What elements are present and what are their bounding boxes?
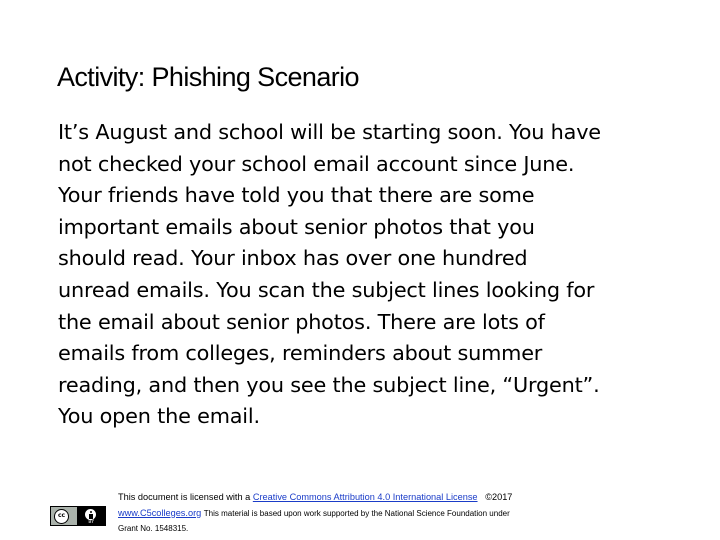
license-footer: [50, 490, 650, 534]
by-icon: [77, 507, 105, 525]
scenario-line: should read. Your inbox has over one hundred: [58, 246, 528, 271]
grant-text: Grant No. 1548315.: [118, 524, 189, 533]
scenario-line: important emails about senior photos that you: [58, 214, 535, 239]
scenario-line: It’s August and school will be starting soon. You have: [58, 120, 601, 144]
scenario-line: reading, and then you see the subject line, “Urgent”.: [58, 372, 600, 397]
license-link[interactable]: Creative Commons Attribution 4.0 International License: [252, 492, 478, 502]
copyright-text: ©2017: [485, 492, 513, 502]
license-prefix: This document is licensed with a: [118, 492, 251, 502]
by-label: BY: [88, 520, 94, 525]
license-line-2: [118, 506, 658, 522]
scenario-text: [58, 117, 698, 433]
cc-icon: cc: [54, 509, 69, 524]
license-text: [118, 490, 658, 537]
nsf-text: This material is based upon work supported by the National Science Foundation under: [203, 508, 510, 518]
scenario-line: Your friends have told you that there are some: [58, 183, 535, 208]
site-link[interactable]: www.C5colleges.org: [118, 507, 202, 518]
license-line-1: [118, 490, 658, 506]
slide-title: Activity: Phishing Scenario: [57, 62, 359, 92]
scenario-line: the email about senior photos. There are lots of: [58, 309, 545, 334]
scenario-line: emails from colleges, reminders about summer: [58, 341, 543, 366]
scenario-line: unread emails. You scan the subject lines looking for: [58, 277, 595, 302]
scenario-line: You open the email.: [58, 404, 260, 429]
scenario-line: not checked your school email account since June.: [58, 151, 575, 176]
cc-license-badge[interactable]: [50, 506, 106, 526]
